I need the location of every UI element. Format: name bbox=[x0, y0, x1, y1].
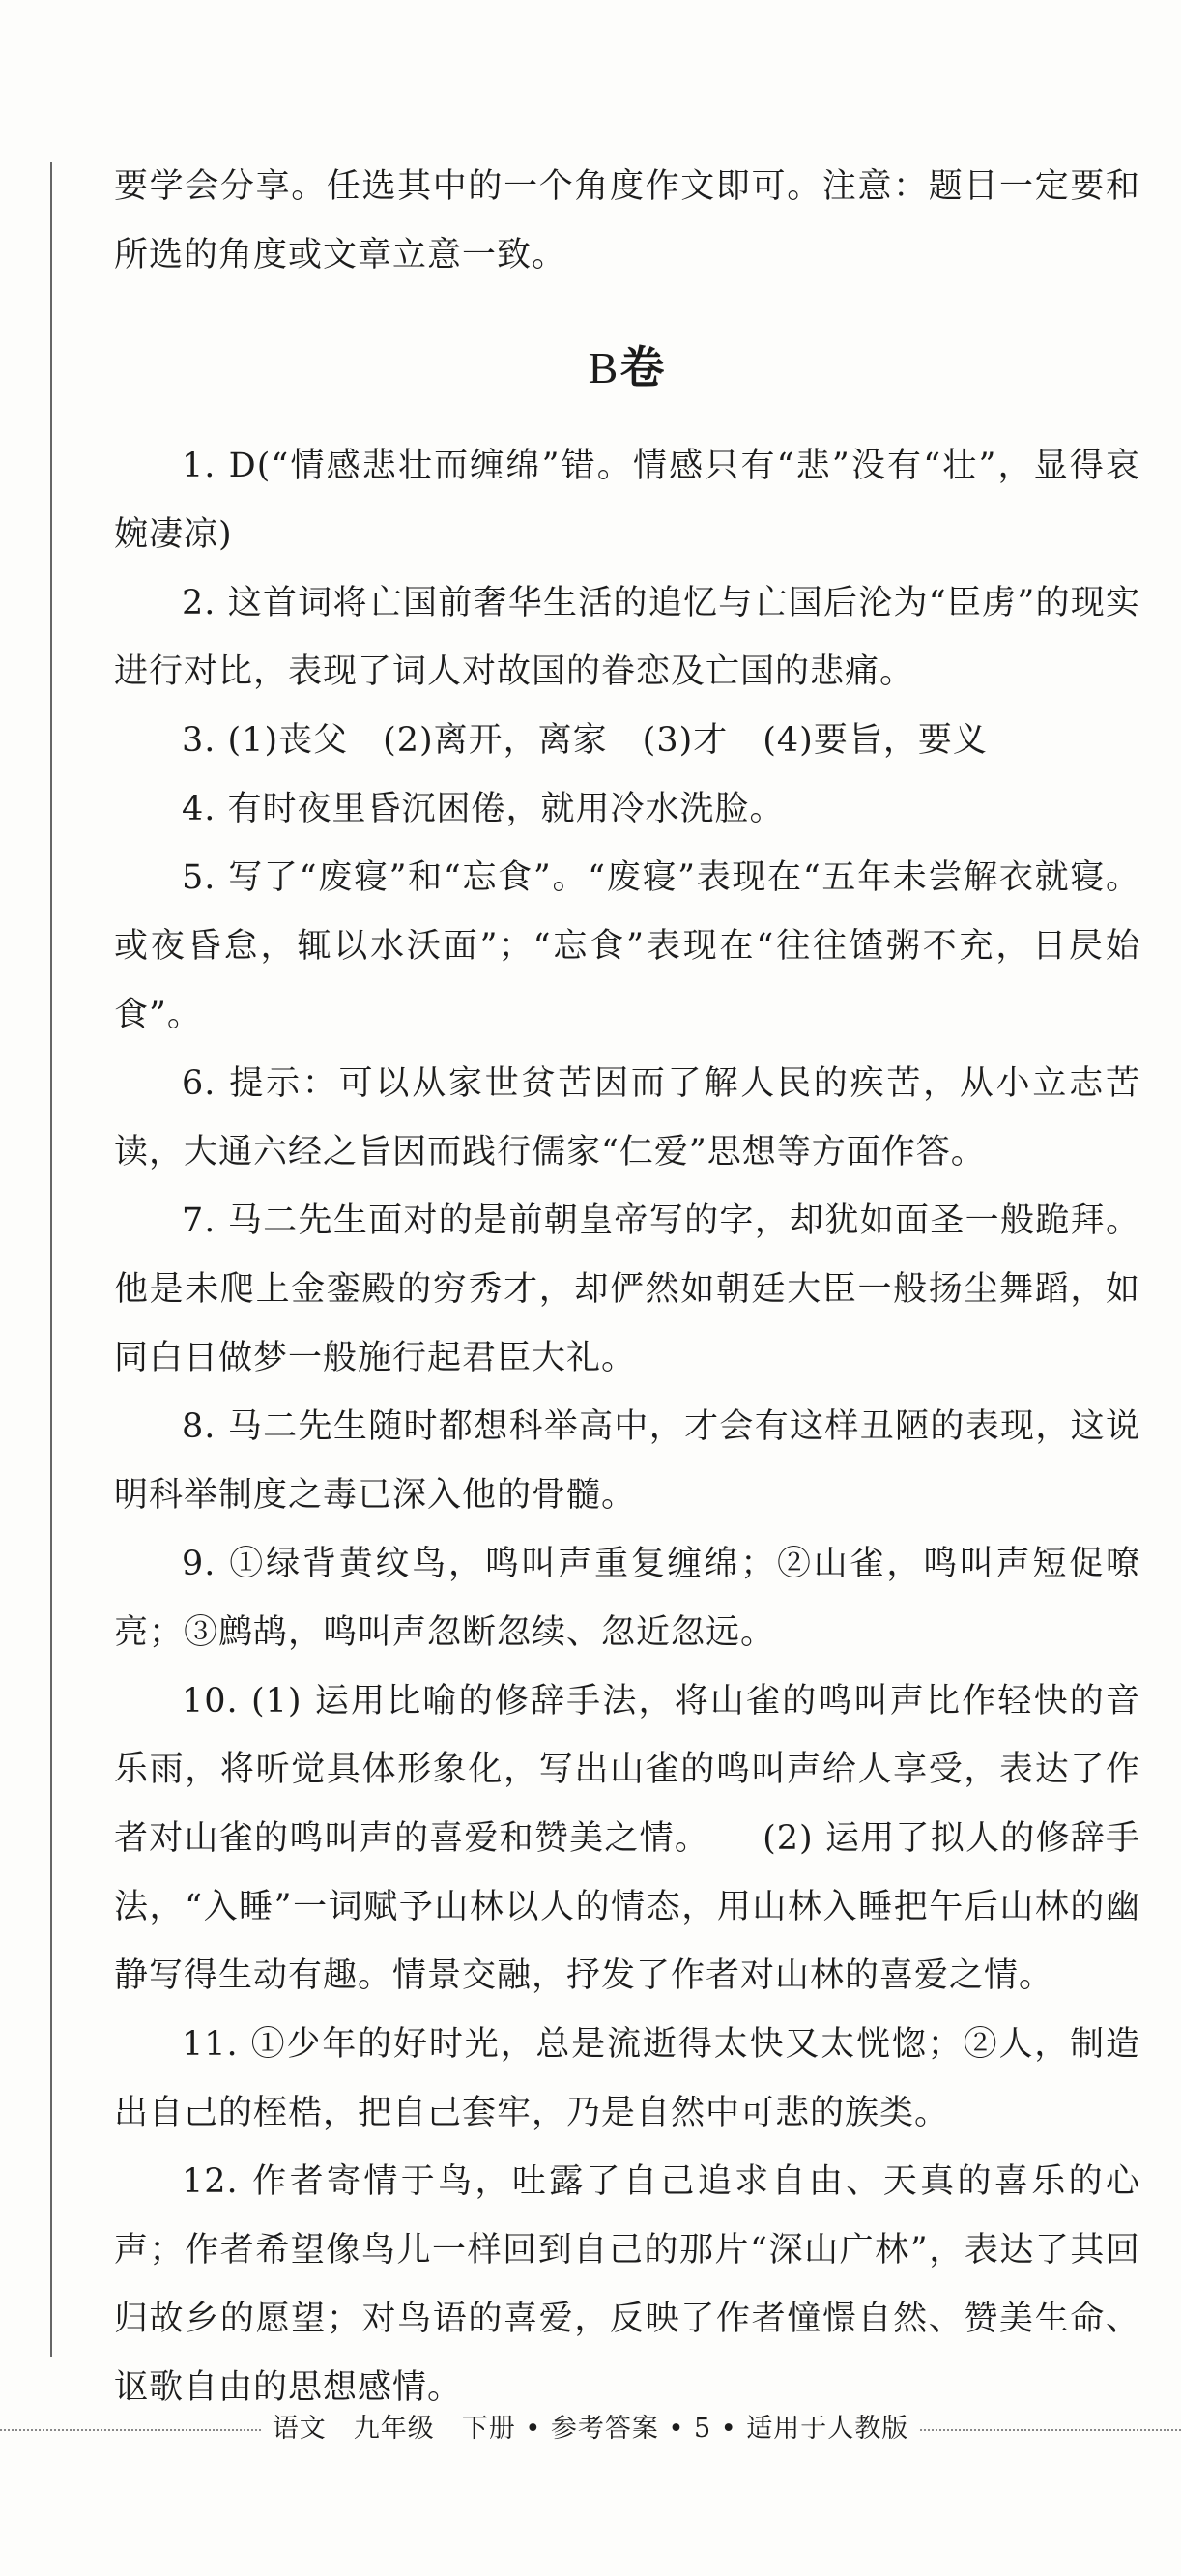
answer-item-1: 1. D(“情感悲壮而缠绵”错。情感只有“悲”没有“壮”，显得哀婉凄凉) bbox=[114, 447, 1140, 554]
section-title bbox=[114, 329, 1140, 407]
answer-item-4: 4. 有时夜里昏沉困倦，就用冷水洗脸。 bbox=[182, 790, 785, 828]
answer-content bbox=[114, 153, 1140, 2422]
answer-item-6: 6. 提示：可以从家世贫苦因而了解人民的疾苦，从小立志苦读，大通六经之旨因而践行儒家“仁爱”思想等方面作答。 bbox=[114, 1064, 1140, 1172]
answer-item-11: 11. ①少年的好时光，总是流逝得太快又太恍惚；②人，制造出自己的桎梏，把自己套牢，乃是自然中可悲的族类。 bbox=[114, 2025, 1140, 2132]
section-letter: B bbox=[588, 343, 620, 392]
intro-paragraph: 要学会分享。任选其中的一个角度作文即可。注意：题目一定要和所选的角度或文章立意一致。 bbox=[114, 167, 1140, 275]
footer-text: 语文 九年级 下册 • 参考答案 • 5 • 适用于人教版 bbox=[263, 2414, 918, 2444]
answer-item-3: 3. (1)丧父 (2)离开，离家 (3)才 (4)要旨，要义 bbox=[182, 721, 988, 760]
answer-item-12: 12. 作者寄情于鸟，吐露了自己追求自由、天真的喜乐的心声；作者希望像鸟儿一样回到自己的那片“深山广林”，表达了其回归故乡的愿望；对鸟语的喜爱，反映了作者憧憬自然、赞美生命、讴歌自由的思想感情。 bbox=[114, 2162, 1140, 2407]
answer-item-2: 2. 这首词将亡国前奢华生活的追忆与亡国后沦为“臣虏”的现实进行对比，表现了词人对故国的眷恋及亡国的悲痛。 bbox=[114, 584, 1140, 691]
answer-item-5: 5. 写了“废寝”和“忘食”。“废寝”表现在“五年未尝解衣就寝。或夜昏怠，辄以水沃面”；“忘食”表现在“往往馇粥不充，日昃始食”。 bbox=[114, 858, 1140, 1034]
margin-rule bbox=[50, 162, 52, 2357]
answer-item-8: 8. 马二先生随时都想科举高中，才会有这样丑陋的表现，这说明科举制度之毒已深入他的骨髓。 bbox=[114, 1407, 1140, 1515]
answer-item-10: 10. (1) 运用比喻的修辞手法，将山雀的鸣叫声比作轻快的音乐雨，将听觉具体形象化，写出山雀的鸣叫声给人享受，表达了作者对山雀的鸣叫声的喜爱和赞美之情。 (2) 运用了拟人的修辞手法，“入睡”一词赋予山林以人的情态，用山林入睡把午后山林的幽静写得生动有趣。情景交融，抒发了作者对山林的喜爱之情。 bbox=[114, 1682, 1140, 1995]
answer-item-9: 9. ①绿背黄纹鸟，鸣叫声重复缠绵；②山雀，鸣叫声短促嘹亮；③鹧鸪，鸣叫声忽断忽续、忽近忽远。 bbox=[114, 1545, 1140, 1652]
answer-item-7: 7. 马二先生面对的是前朝皇帝写的字，却犹如面圣一般跪拜。他是未爬上金銮殿的穷秀才，却俨然如朝廷大臣一般扬尘舞蹈，如同白日做梦一般施行起君臣大礼。 bbox=[114, 1201, 1140, 1377]
page-footer bbox=[0, 2407, 1181, 2451]
section-label: 卷 bbox=[619, 341, 667, 393]
